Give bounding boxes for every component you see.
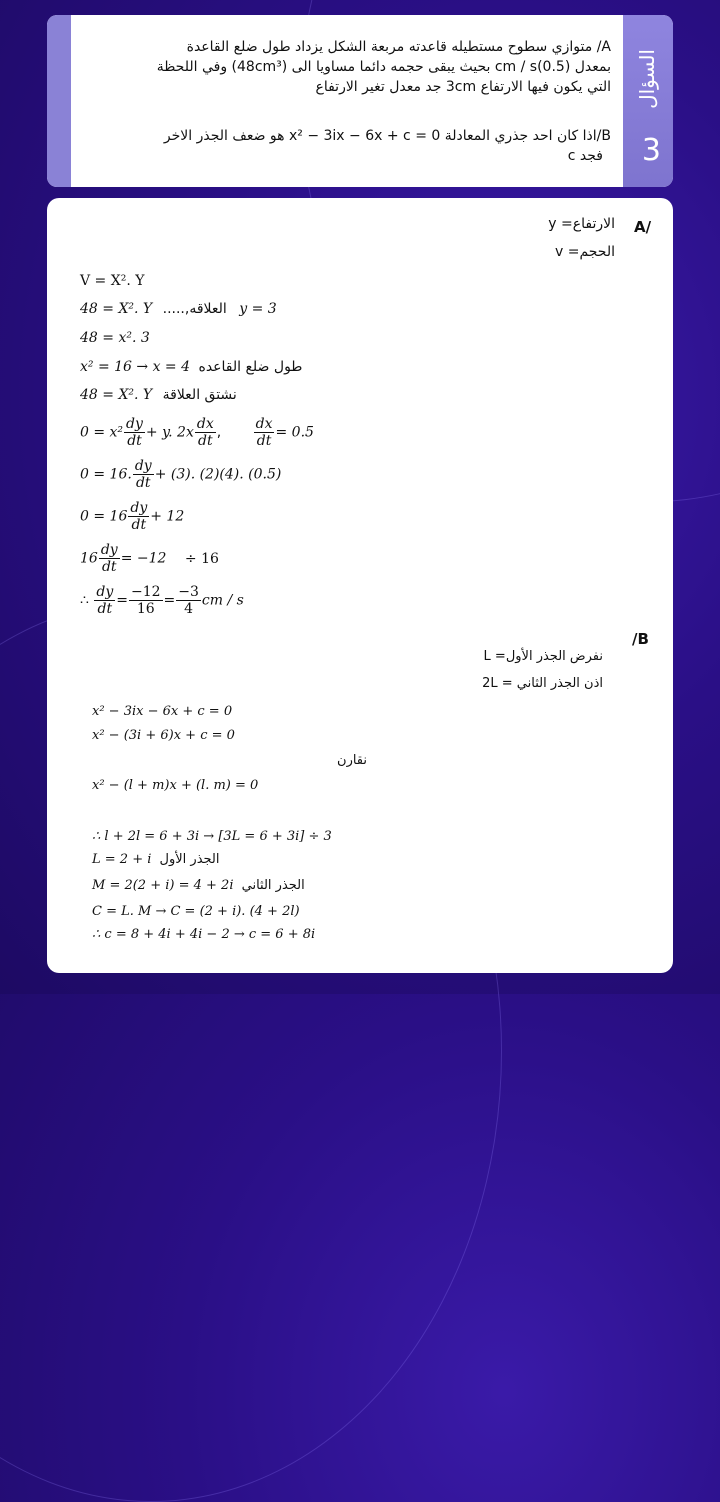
fraction-dy-dt: $\frac{dy}{dt}$	[126, 416, 143, 449]
assume-first-root: نفرض الجذر الأول= L	[483, 649, 603, 664]
question-number: 3	[641, 133, 661, 168]
result-equals: =	[163, 592, 176, 609]
second-root-result	[92, 878, 305, 893]
question-part-a	[87, 37, 611, 97]
question-b-line: B/اذا كان احد جذري المعادلة x² − 3ix − 6x + c = 0 هو ضعف الجذر الاخر	[163, 128, 611, 144]
step-volume-formula: V = X². Y	[80, 273, 145, 289]
result-unit: cm / s	[201, 592, 244, 609]
final-c-value: ∴ c = 8 + 4i + 4i − 2 → c = 6 + 8i	[92, 927, 316, 942]
simplified-rhs: + 12	[150, 508, 185, 525]
answer-a-tag: A/	[634, 218, 652, 236]
deriv-comma: ,	[216, 424, 222, 441]
deriv-mid: + y. 2x	[145, 424, 194, 441]
isolate-rhs: = −12	[120, 550, 167, 567]
step-substituted-derivative	[80, 458, 281, 491]
step-base-side	[80, 359, 302, 375]
compare-label: نقارن	[337, 753, 367, 768]
first-root-word: الجذر الأول	[159, 852, 220, 867]
question-part-b	[87, 126, 611, 166]
therefore-symbol: ∴	[80, 592, 89, 609]
question-a-line: بمعدل (0.5)cm / s بحيث يبقى حجمه دائما مساويا الى (48cm³) وفي اللحظة	[156, 59, 611, 75]
equation-general: x² − (l + m)x + (l. m) = 0	[92, 778, 259, 793]
fraction-dy-dt: $\frac{dy}{dt}$	[100, 542, 118, 575]
equation-grouped: x² − (3i + 6)x + c = 0	[92, 728, 235, 743]
assume-second-root: اذن الجذر الثاني = 2L	[482, 676, 603, 691]
relation-word: العلاقه,	[184, 301, 227, 317]
step-derivative	[80, 416, 314, 449]
step-substitute: 48 = x². 3	[80, 330, 150, 346]
base-side-word: طول ضلع القاعده	[198, 359, 303, 375]
step-differentiate	[80, 387, 237, 403]
question-a-line: A/ متوازي سطوح مستطيله قاعدته مربعة الشكل يزداد طول ضلع القاعدة	[186, 39, 611, 55]
step-result	[80, 584, 244, 617]
step-relation	[80, 301, 277, 317]
fraction-dy-dt: $\frac{dy}{dt}$	[130, 500, 148, 533]
base-side-eq: x² = 16 → x = 4	[80, 359, 191, 375]
question-b-line: فجد c	[567, 148, 603, 164]
answer-b-tag: /B	[632, 630, 649, 648]
step-simplified	[80, 500, 184, 533]
question-label-band	[623, 15, 673, 187]
simplified-lhs: 0 = 16	[80, 508, 128, 525]
card-accent-strip	[47, 15, 71, 187]
question-a-line: التي يكون فيها الارتفاع 3cm جد معدل تغير الارتفاع	[315, 79, 611, 95]
first-root-eq: L = 2 + i	[92, 852, 152, 867]
fraction-dy-dt: $\frac{dy}{dt}$	[96, 584, 114, 617]
subst-lhs: 0 = 16.	[80, 466, 132, 483]
first-root-result	[92, 852, 219, 867]
volume-definition: الحجم= v	[554, 244, 615, 260]
second-root-eq: M = 2(2 + i) = 4 + 2i	[92, 878, 234, 893]
differentiate-word: نشتق العلاقة	[162, 387, 237, 403]
differentiate-eq: 48 = X². Y	[80, 387, 153, 403]
sum-of-roots: ∴ l + 2l = 6 + 3i → [3L = 6 + 3i] ÷ 3	[92, 829, 332, 844]
relation-y: y = 3	[239, 301, 277, 317]
fraction-dy-dt: $\frac{dy}{dt}$	[134, 458, 152, 491]
isolate-lhs: 16	[80, 550, 98, 567]
relation-eq: 48 = X². Y	[80, 301, 153, 317]
fraction-dx-dt: $\frac{dx}{dt}$	[196, 416, 214, 449]
deriv-rate: = 0.5	[275, 424, 314, 441]
question-card	[47, 15, 673, 187]
relation-dots: .....	[162, 301, 185, 317]
fraction-minus3-4: $\frac{-3}{4}$	[178, 584, 199, 617]
product-of-roots: C = L. M → C = (2 + i). (4 + 2l)	[92, 904, 300, 919]
height-definition: الارتفاع= y	[548, 216, 615, 232]
fraction-dx-dt-rate: $\frac{dx}{dt}$	[255, 416, 273, 449]
deriv-lhs: 0 = x²	[80, 424, 124, 441]
answer-card	[47, 198, 673, 973]
question-label: السؤال	[635, 49, 659, 109]
subst-rhs: + (3). (2)(4). (0.5)	[154, 466, 282, 483]
fraction-minus12-16: $\frac{-12}{16}$	[130, 584, 161, 617]
isolate-divide: ÷ 16	[184, 550, 219, 567]
result-equals: =	[116, 592, 128, 609]
equation-original: x² − 3ix − 6x + c = 0	[92, 704, 233, 719]
second-root-word: الجذر الثاني	[241, 878, 305, 893]
step-isolate	[80, 542, 219, 575]
